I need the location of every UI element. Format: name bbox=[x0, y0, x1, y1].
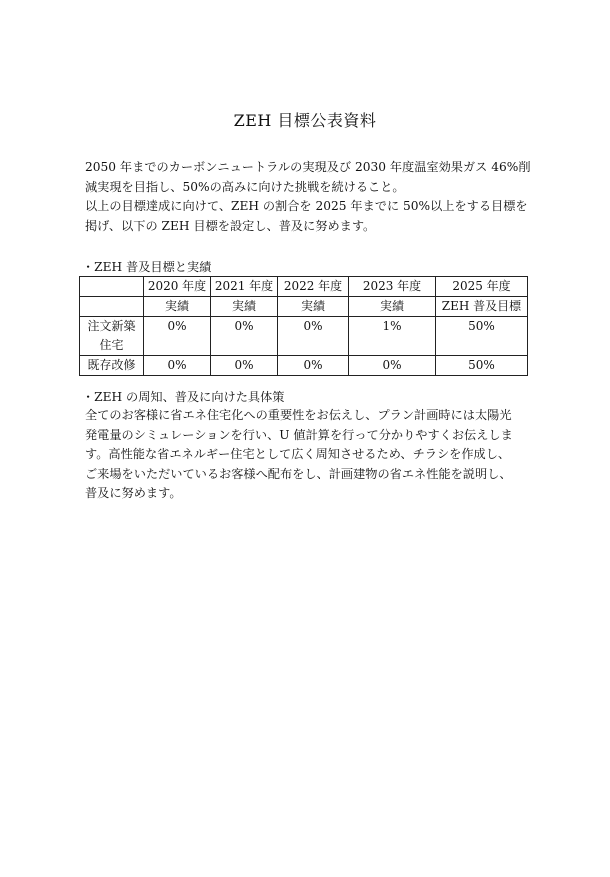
intro-line: 以上の目標達成に向けて、ZEH の割合を 2025 年までに 50%以上をする目標を bbox=[85, 199, 528, 213]
measures-paragraph bbox=[85, 406, 545, 504]
intro-line: 2050 年までのカーボンニュートラルの実現及び 2030 年度温室効果ガス 46%削 bbox=[85, 160, 531, 174]
table-header-cell bbox=[80, 277, 144, 297]
zeh-target-table bbox=[79, 276, 528, 376]
table-cell: 50% bbox=[436, 356, 528, 376]
row-label-renovation: 既存改修 bbox=[80, 356, 144, 376]
row-label-line: 注文新築 bbox=[87, 319, 136, 333]
table-header-cell: 実績 bbox=[349, 297, 436, 317]
intro-paragraph bbox=[85, 158, 545, 236]
table-cell: 0% bbox=[211, 356, 278, 376]
table-cell: 0% bbox=[144, 356, 211, 376]
row-label-line: 住宅 bbox=[99, 338, 124, 352]
table-header-cell: 実績 bbox=[144, 297, 211, 317]
table-header-cell: 実績 bbox=[278, 297, 349, 317]
table-header-cell: 2021 年度 bbox=[211, 277, 278, 297]
section-heading-targets: ・ZEH 普及目標と実績 bbox=[82, 260, 212, 274]
intro-line: 減実現を目指し、50%の高みに向けた挑戦を続けること。 bbox=[85, 179, 405, 194]
row-label-new-build bbox=[80, 317, 144, 356]
table-cell: 0% bbox=[144, 317, 211, 356]
table-header-cell: 2020 年度 bbox=[144, 277, 211, 297]
table-header-cell: 2023 年度 bbox=[349, 277, 436, 297]
measures-line: 全てのお客様に省エネ住宅化への重要性をお伝えし、プラン計画時には太陽光 bbox=[85, 408, 512, 422]
measures-line: ご来場をいただいているお客様へ配布をし、計画建物の省エネ性能を説明し、 bbox=[85, 466, 512, 481]
measures-line: す。高性能な省エネルギー住宅として広く周知させるため、チラシを作成し、 bbox=[85, 447, 511, 461]
page-title: ZEH 目標公表資料 bbox=[233, 111, 377, 130]
table-cell: 50% bbox=[436, 317, 528, 356]
table-header-cell: 実績 bbox=[211, 297, 278, 317]
table-cell: 0% bbox=[349, 356, 436, 376]
table-cell: 0% bbox=[278, 356, 349, 376]
table-header-cell: 2022 年度 bbox=[278, 277, 349, 297]
measures-line: 発電量のシミュレーションを行い、U 値計算を行って分かりやすくお伝えしま bbox=[85, 427, 513, 442]
table-header-cell: 2025 年度 bbox=[436, 277, 528, 297]
table-header-row-types bbox=[80, 297, 528, 317]
table-row bbox=[80, 356, 528, 376]
intro-line: 掲げ、以下の ZEH 目標を設定し、普及に努めます。 bbox=[85, 218, 376, 233]
table-header-cell: ZEH 普及目標 bbox=[436, 297, 528, 317]
table-cell: 0% bbox=[278, 317, 349, 356]
table-header-row-years bbox=[80, 277, 528, 297]
table-cell: 0% bbox=[211, 317, 278, 356]
table-cell: 1% bbox=[349, 317, 436, 356]
table-row bbox=[80, 317, 528, 356]
section-heading-measures: ・ZEH の周知、普及に向けた具体策 bbox=[82, 390, 285, 404]
table-header-cell bbox=[80, 297, 144, 317]
measures-line: 普及に努めます。 bbox=[85, 486, 182, 500]
